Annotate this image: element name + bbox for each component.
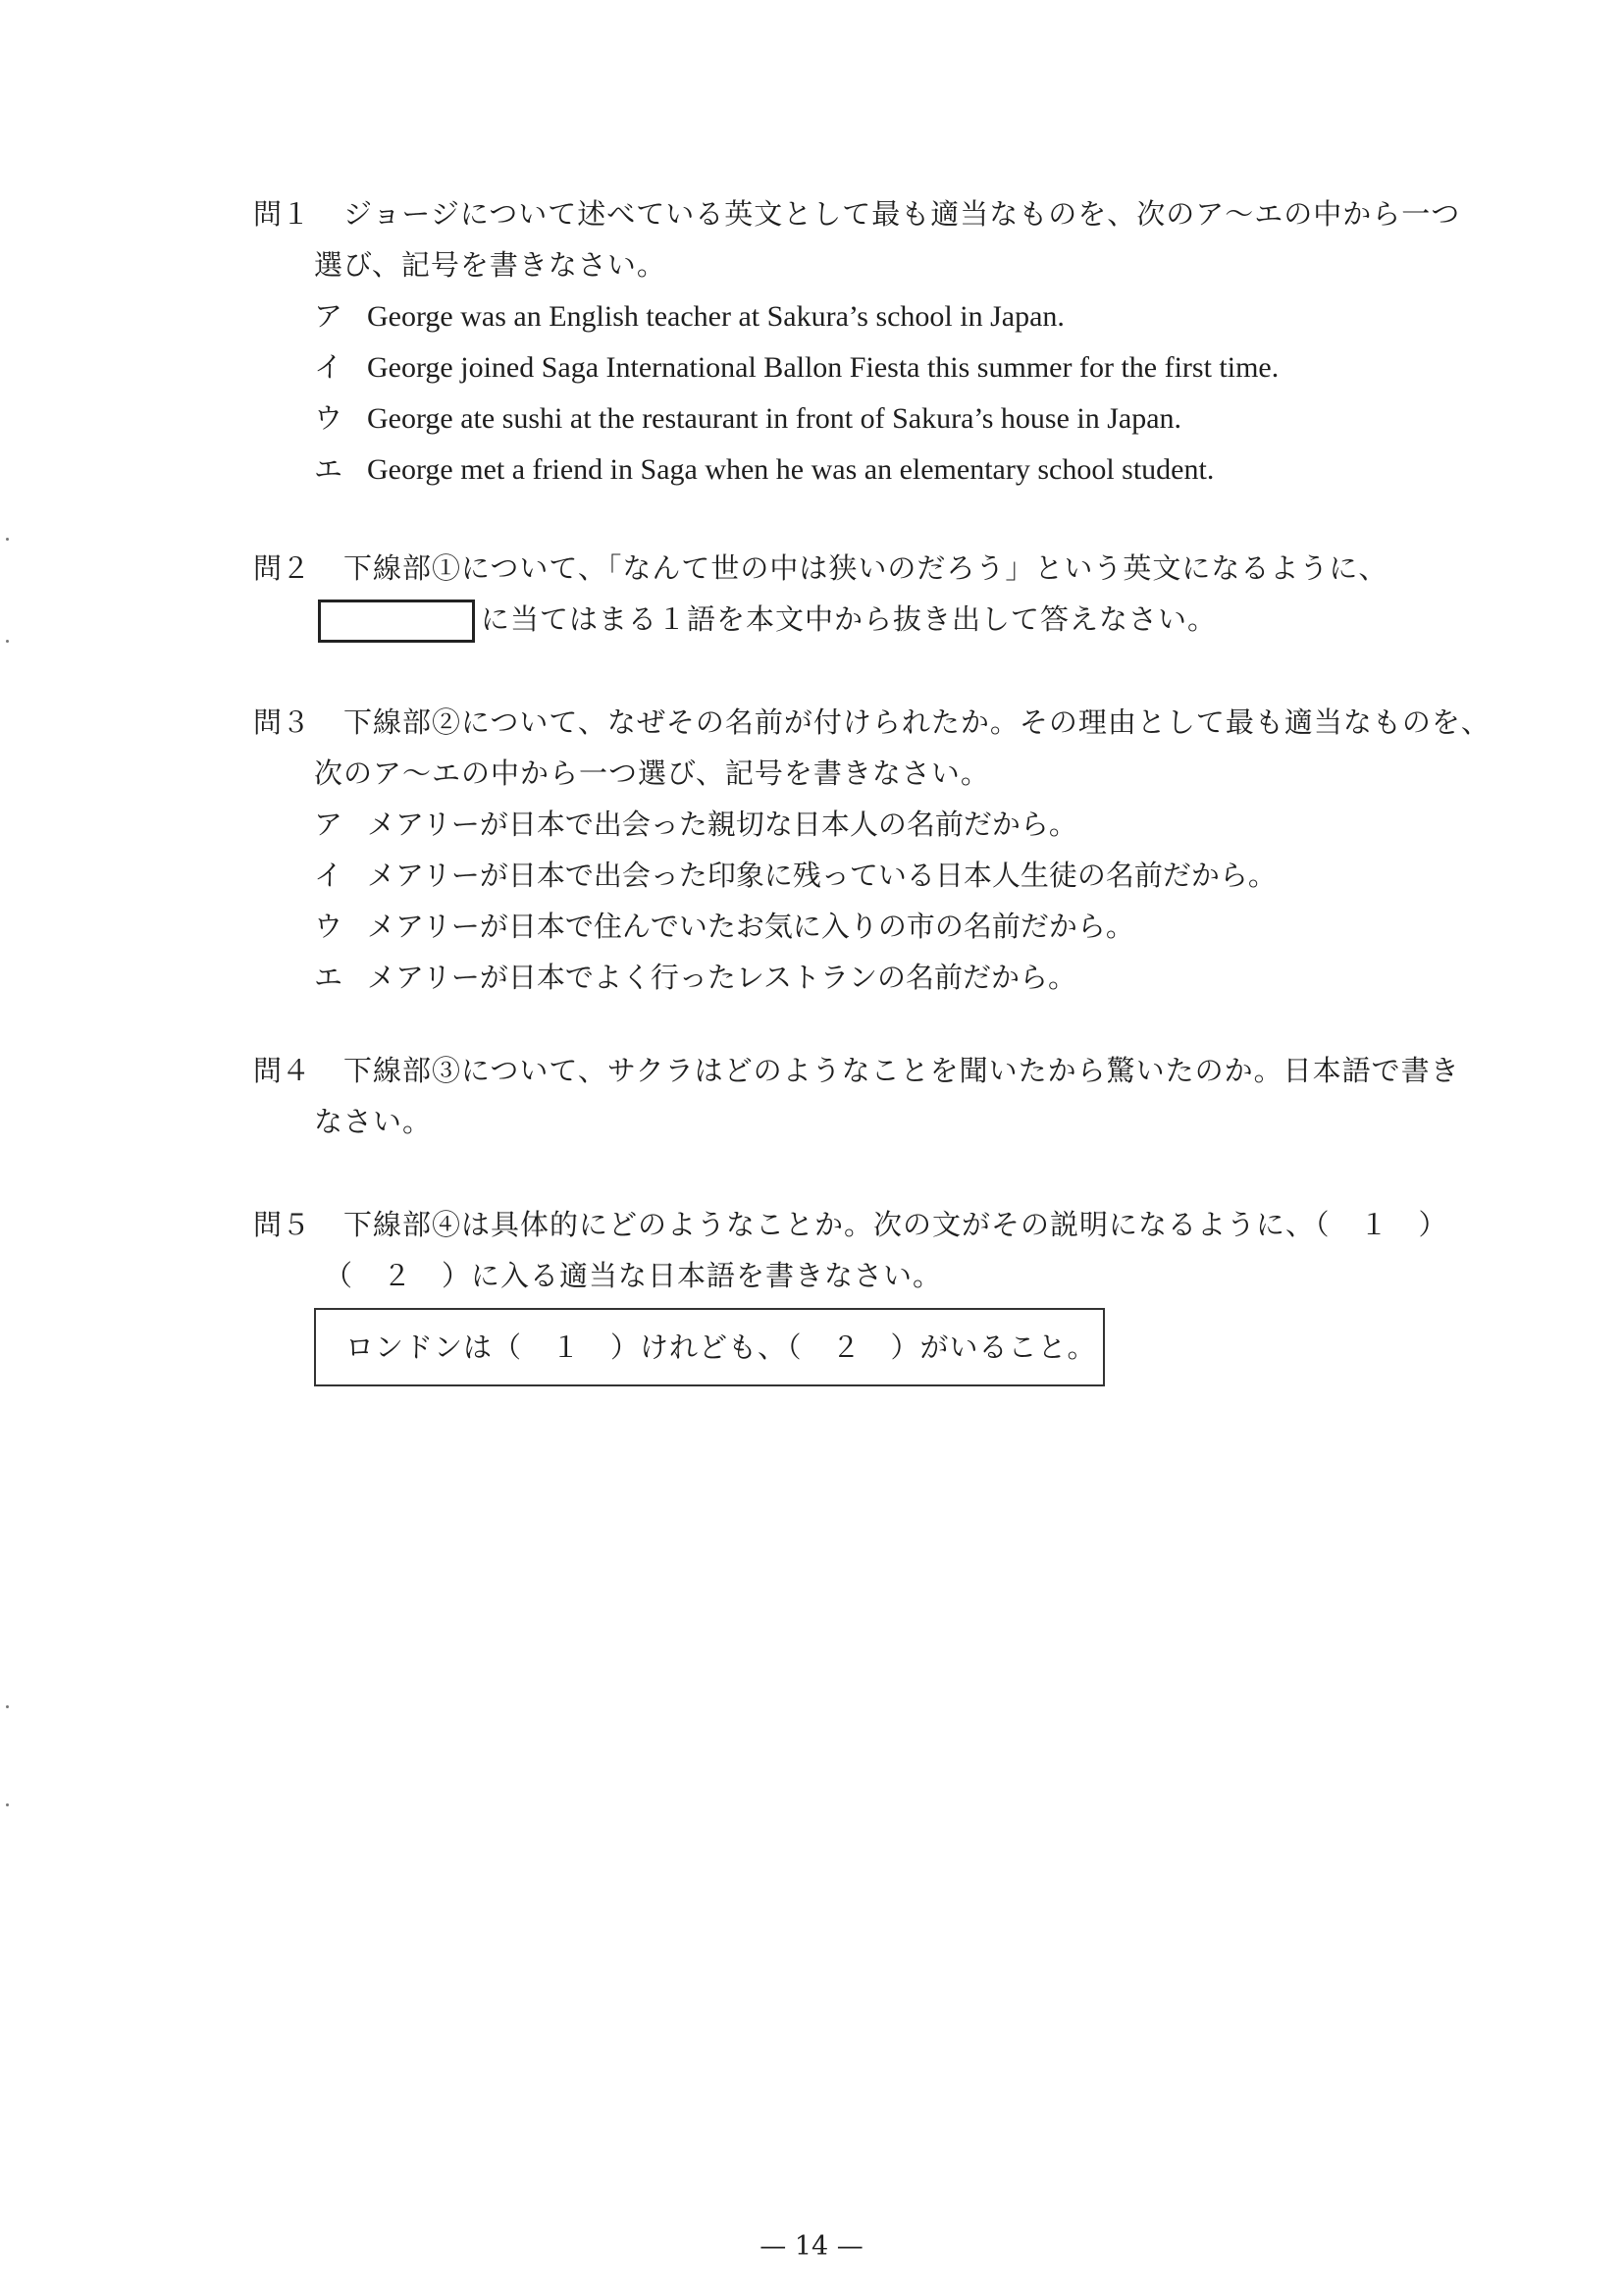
answer-blank[interactable]	[318, 600, 475, 643]
explanation-box: ロンドンは（ １ ）けれども、（ ２ ）がいること。	[314, 1308, 1105, 1386]
option-text: メアリーが日本で出会った印象に残っている日本人生徒の名前だから。	[367, 859, 1277, 892]
option-mark: ウ	[314, 910, 343, 943]
question-4	[253, 1045, 1480, 1147]
question-number: 問２	[253, 551, 311, 585]
option-i	[253, 850, 1480, 901]
option-mark: エ	[314, 452, 343, 486]
option-a	[253, 290, 1480, 341]
option-text: George ate sushi at the restaurant in front of Sakura’s house in Japan.	[367, 402, 1182, 435]
question-text-continued: 次のア～エの中から一つ選び、記号を書きなさい。	[314, 757, 990, 790]
option-e	[253, 444, 1480, 495]
option-mark: エ	[314, 961, 343, 994]
option-u	[253, 901, 1480, 952]
question-number: 問１	[253, 197, 311, 231]
option-i	[253, 341, 1480, 392]
question-number: 問４	[253, 1054, 311, 1087]
question-number: 問３	[253, 705, 311, 739]
scan-speck	[6, 1803, 9, 1806]
option-mark: イ	[314, 859, 343, 892]
question-number: 問５	[253, 1208, 311, 1241]
question-2	[253, 543, 1480, 645]
option-a	[253, 799, 1480, 850]
page-number: — 14 —	[759, 2231, 864, 2262]
option-text: George was an English teacher at Sakura’s school in Japan.	[367, 300, 1065, 333]
question-text: ジョージについて述べている英文として最も適当なものを、次のア～エの中から一つ	[343, 197, 1461, 231]
option-mark: イ	[314, 350, 343, 384]
question-text: 下線部①について、「なんて世の中は狭いのだろう」という英文になるように、	[343, 551, 1388, 585]
option-text: メアリーが日本で住んでいたお気に入りの市の名前だから。	[367, 910, 1134, 943]
question-text: 下線部④は具体的にどのようなことか。次の文がその説明になるように、（ １ ）	[343, 1208, 1448, 1241]
question-1	[253, 188, 1480, 495]
option-mark: ウ	[314, 401, 343, 435]
question-text-continued: 選び、記号を書きなさい。	[314, 248, 666, 282]
question-3	[253, 697, 1491, 1003]
option-e	[253, 952, 1480, 1003]
question-text: 下線部②について、なぜその名前が付けられたか。その理由として最も適当なものを、	[343, 705, 1491, 739]
question-text-continued: なさい。	[314, 1105, 433, 1138]
question-5	[253, 1199, 1480, 1301]
option-text: メアリーが日本で出会った親切な日本人の名前だから。	[367, 808, 1077, 841]
option-text: メアリーが日本でよく行ったレストランの名前だから。	[367, 961, 1076, 994]
question-text: 下線部③について、サクラはどのようなことを聞いたから驚いたのか。日本語で書き	[343, 1054, 1460, 1087]
option-u	[253, 392, 1480, 444]
question-text-continued: に当てはまる１語を本文中から抜き出して答えなさい。	[481, 602, 1218, 636]
option-mark: ア	[314, 299, 343, 333]
scan-speck	[6, 1705, 9, 1708]
option-mark: ア	[314, 808, 343, 841]
scan-speck	[6, 640, 9, 643]
option-text: George met a friend in Saga when he was an elementary school student.	[367, 453, 1215, 486]
question-text-continued: （ ２ ）に入る適当な日本語を書きなさい。	[324, 1259, 943, 1292]
scan-speck	[6, 538, 9, 541]
option-text: George joined Saga International Ballon Fiesta this summer for the first time.	[367, 351, 1280, 384]
